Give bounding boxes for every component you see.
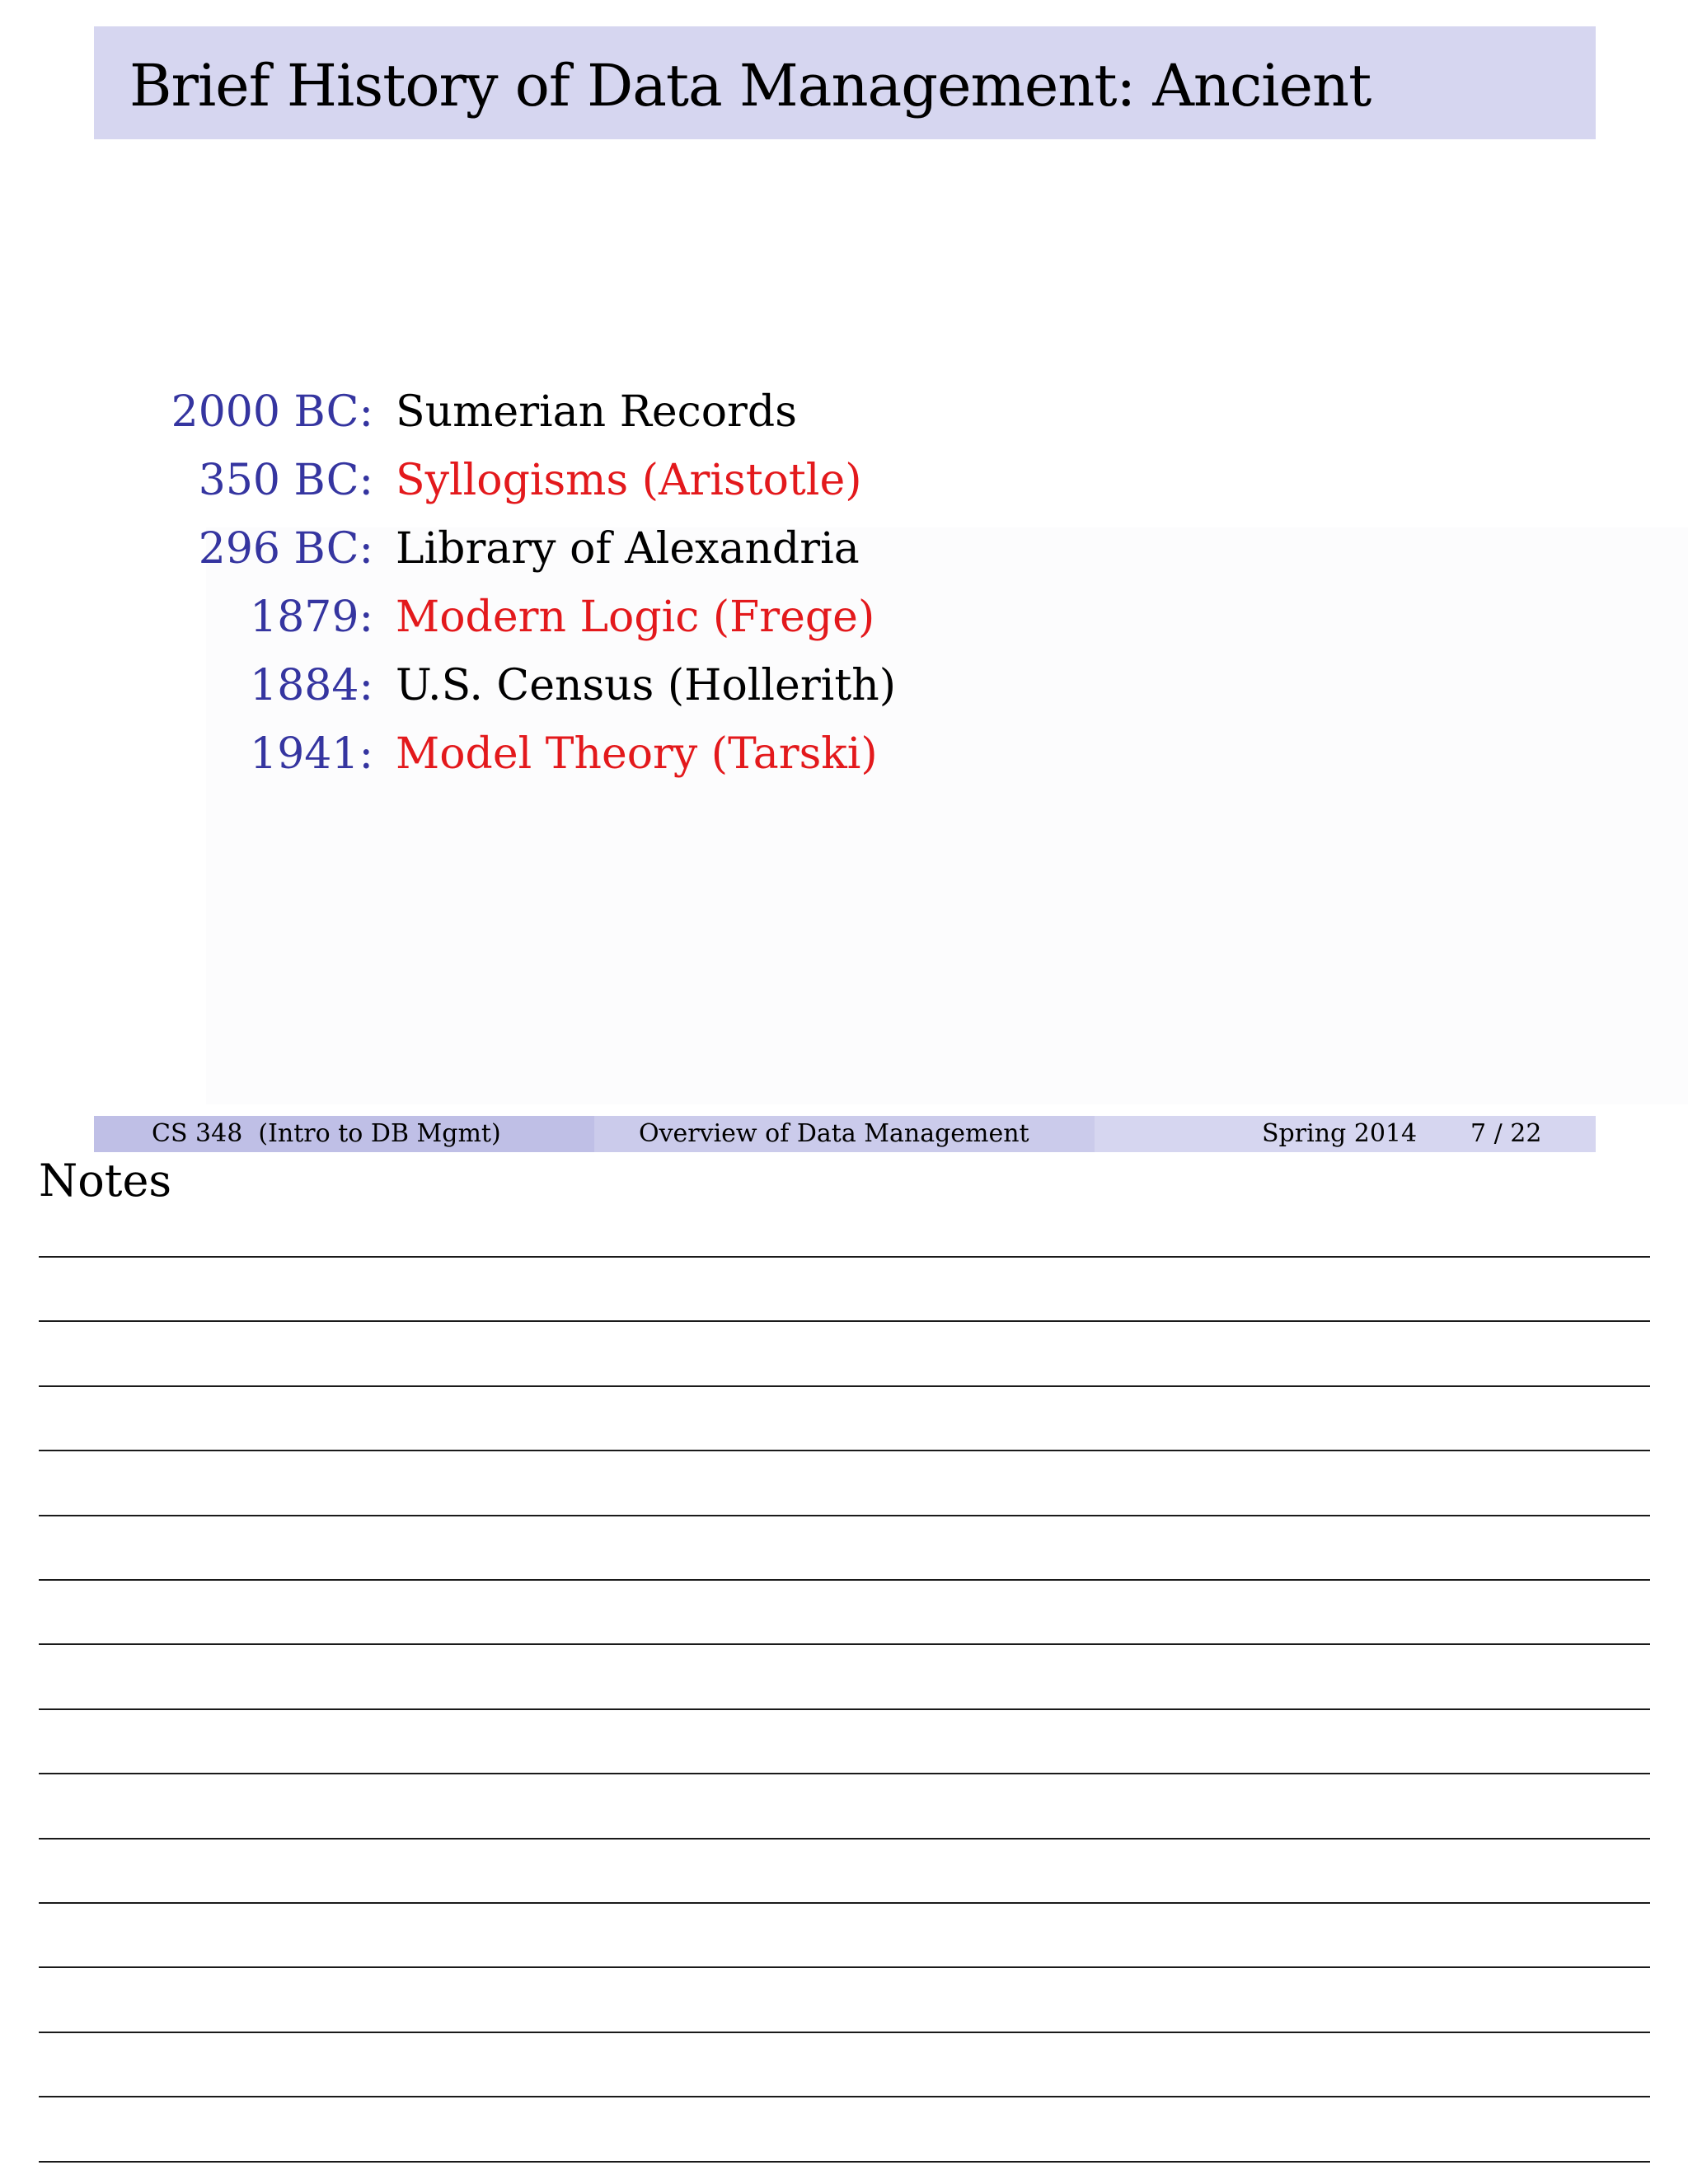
note-line — [39, 1320, 1650, 1322]
note-line — [39, 1643, 1650, 1645]
footer-term-segment — [1095, 1116, 1596, 1152]
timeline-date: 1879: — [250, 593, 373, 642]
timeline-date: 1941: — [250, 729, 373, 779]
timeline-item — [0, 725, 1154, 783]
timeline-event: Sumerian Records — [396, 387, 797, 437]
timeline-item — [0, 383, 1154, 441]
note-line — [39, 1515, 1650, 1516]
timeline-event: Library of Alexandria — [396, 524, 860, 574]
slide-footer — [94, 1116, 1596, 1152]
note-line — [39, 2032, 1650, 2033]
note-line — [39, 1708, 1650, 1710]
slide-title-bar — [94, 26, 1596, 139]
footer-course-segment — [94, 1116, 594, 1152]
timeline-item — [0, 588, 1154, 646]
note-line — [39, 1966, 1650, 1968]
note-line — [39, 1838, 1650, 1840]
note-line — [39, 1902, 1650, 1904]
note-line — [39, 1773, 1650, 1774]
note-line — [39, 2096, 1650, 2097]
note-line — [39, 1256, 1650, 1258]
timeline-item — [0, 657, 1154, 715]
note-line — [39, 1579, 1650, 1581]
note-line — [39, 1450, 1650, 1451]
timeline-event: Syllogisms (Aristotle) — [396, 456, 862, 505]
notes-heading: Notes — [39, 1155, 172, 1207]
timeline-item — [0, 452, 1154, 509]
slide-title: Brief History of Data Management: Ancient — [129, 52, 1372, 120]
timeline-date: 296 BC: — [198, 524, 373, 574]
footer-topic: Overview of Data Management — [639, 1119, 1029, 1148]
timeline-date: 1884: — [250, 661, 373, 710]
footer-course: CS 348 (Intro to DB Mgmt) — [152, 1119, 501, 1148]
footer-term: Spring 2014 — [1262, 1119, 1418, 1148]
timeline-event: U.S. Census (Hollerith) — [396, 661, 896, 710]
timeline-event: Modern Logic (Frege) — [396, 593, 875, 642]
timeline-item — [0, 520, 1154, 578]
timeline-date: 350 BC: — [198, 456, 373, 505]
note-line — [39, 2161, 1650, 2163]
timeline-event: Model Theory (Tarski) — [396, 729, 878, 779]
footer-page-number: 7 / 22 — [1470, 1119, 1542, 1148]
timeline-date: 2000 BC: — [171, 387, 373, 437]
footer-topic-segment — [594, 1116, 1095, 1152]
note-line — [39, 1385, 1650, 1387]
